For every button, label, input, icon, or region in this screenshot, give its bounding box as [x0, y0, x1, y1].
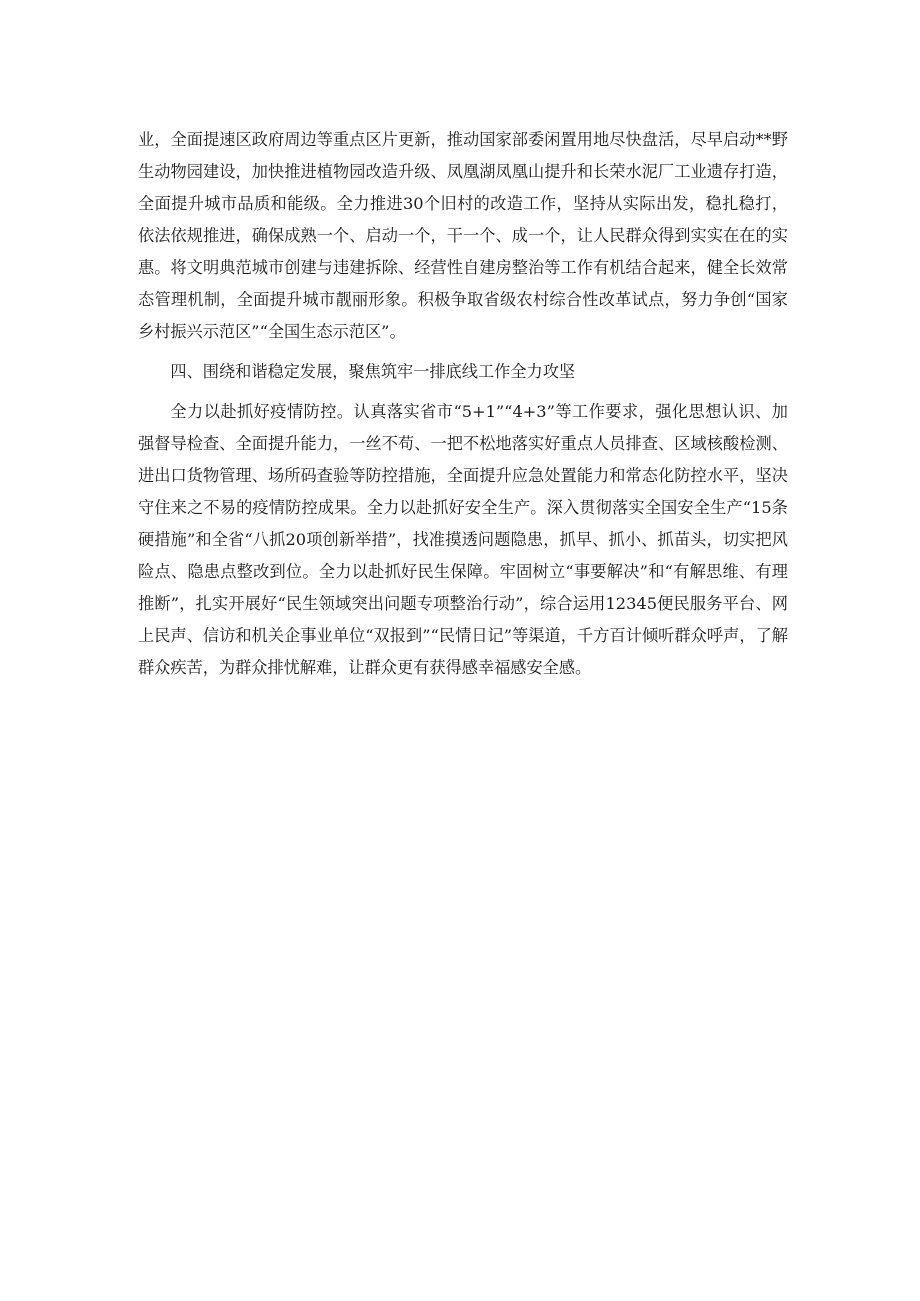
- paragraph-urban-renewal: 业，全面提速区政府周边等重点区片更新，推动国家部委闲置用地尽快盘活，尽早启动**野生动物园建设，加快推进植物园改造升级、凤凰湖凤凰山提升和长荣水泥厂工业遗存打造，全面提升城市品质和能级。全力推进30个旧村的改造工作，坚持从实际出发，稳扎稳打，依法依规推进，确保成熟一个、启动一个，干一个、成一个，让人民群众得到实实在在的实惠。将文明典范城市创建与违建拆除、经营性自建房整治等工作有机结合起来，健全长效常态管理机制，全面提升城市靓丽形象。积极争取省级农村综合性改革试点，努力争创“国家乡村振兴示范区”“全国生态示范区”。: [138, 130, 788, 341]
- paragraph-stability: 全力以赴抓好疫情防控。认真落实省市“5+1”“4+3”等工作要求，强化思想认识、加强督导检查、全面提升能力，一丝不苟、一把不松地落实好重点人员排查、区域核酸检测、进出口货物管理、场所码查验等防控措施，全面提升应急处置能力和常态化防控水平，坚决守住来之不易的疫情防控成果。全力以赴抓好安全生产。深入贯彻落实全国安全生产“15条硬措施”和全省“八抓20项创新举措”，找准摸透问题隐患，抓早、抓小、抓苗头，切实把风险点、隐患点整改到位。全力以赴抓好民生保障。牢固树立“事要解决”和“有解思维、有理推断”，扎实开展好“民生领域突出问题专项整治行动”，综合运用12345便民服务平台、网上民声、信访和机关企事业单位“双报到”“民情日记”等渠道，千方百计倾听群众呼声，了解群众疾苦，为群众排忧解难，让群众更有获得感幸福感安全感。: [138, 402, 788, 677]
- document-body: [138, 124, 788, 684]
- section-heading-four: 四、围绕和谐稳定发展，聚焦筑牢一排底线工作全力攻坚: [170, 362, 576, 381]
